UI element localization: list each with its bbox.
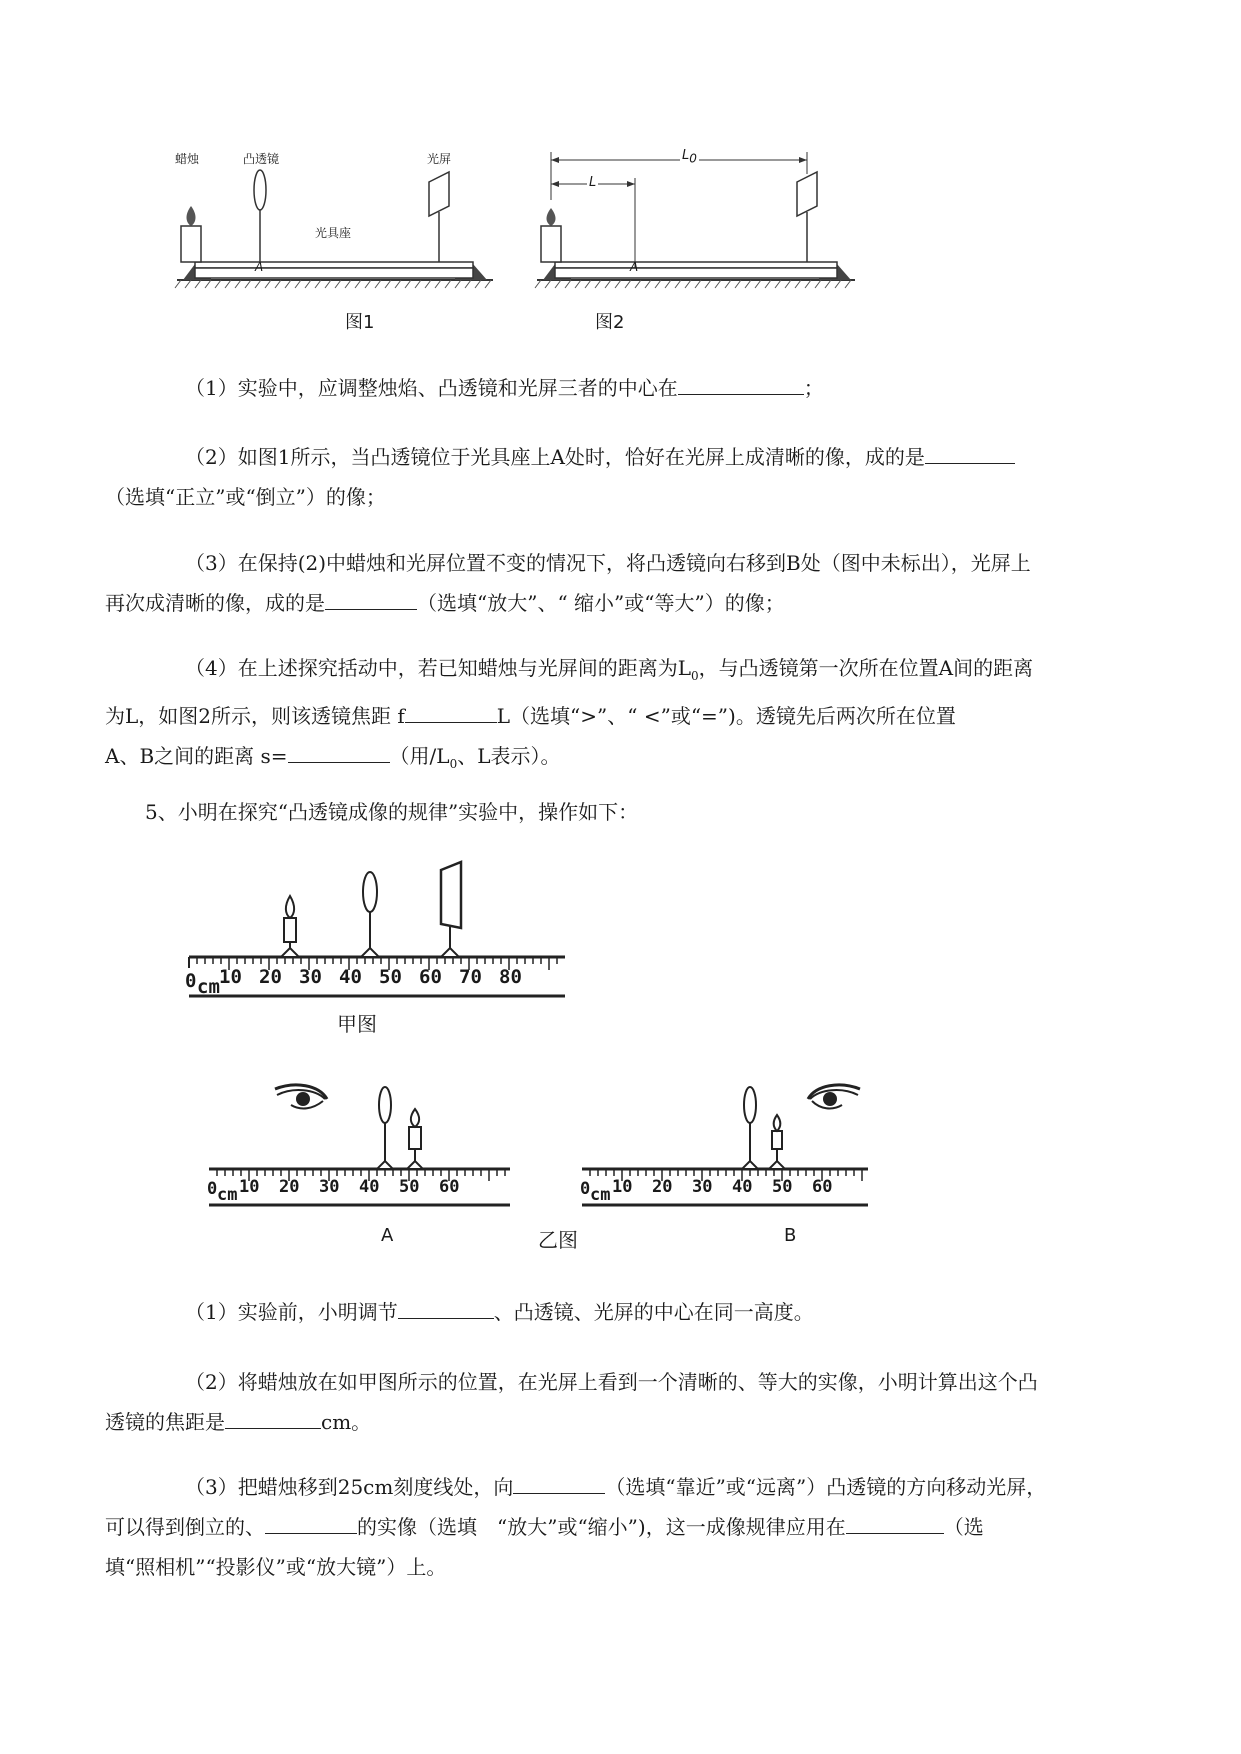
label-a: A [381,1225,394,1246]
figure-2-caption: 图2 [595,312,625,333]
answer-blank[interactable] [325,587,417,610]
q5-part2: （2）将蜡烛放在如甲图所示的位置，在光屏上看到一个清晰的、等大的实像，小明计算出这个凸 透镜的焦距是 cm。 [105,1370,1038,1434]
figure-yi-b [578,1085,898,1245]
jia-caption: 甲图 [337,1012,377,1036]
position-a-label: A [255,260,264,274]
q5-title: 5、小明在探究“凸透镜成像的规律”实验中，操作如下： [145,800,639,824]
figure-jia [185,860,575,1040]
screen-label: 光屏 [427,152,452,166]
answer-blank[interactable] [678,372,804,395]
eye-icon [275,1085,327,1109]
q4-part3: （3）在保持(2)中蜡烛和光屏位置不变的情况下，将凸透镜向右移到B处（图中未标出），光屏上 再次成清晰的像，成的是 （选填“放大”、“ 缩小”或“等大”）的像； [105,551,1031,615]
candle-label: 蜡烛 [175,152,200,166]
q4-part1: （1）实验中，应调整烛焰、凸透镜和光屏三者的中心在 ； [145,368,1155,408]
ruler-labels-yi-a: 0 cm 10 20 30 40 50 60 [207,1177,460,1205]
answer-blank[interactable] [925,441,1015,464]
lens-label: 凸透镜 [243,152,280,166]
candle-icon [769,1115,785,1169]
answer-blank[interactable] [405,700,497,723]
screen-icon [441,862,461,957]
l-label: L [589,175,597,190]
optical-bench-diagram-2 [535,160,865,340]
figure-yi-a [205,1085,525,1245]
answer-blank[interactable] [225,1406,321,1429]
ruler-labels-yi-b: 0 cm 10 20 30 40 50 60 [580,1177,833,1205]
answer-blank[interactable] [288,740,390,763]
figure-1 [175,152,495,340]
eye-icon [808,1085,860,1109]
candle-icon [281,896,299,957]
answer-blank[interactable] [265,1511,357,1534]
ruler-labels-jia: 0 cm 10 20 30 40 50 60 70 80 [185,966,522,998]
lens-icon [361,872,379,957]
optical-bench-diagram-1 [175,160,495,340]
candle-icon [407,1109,423,1169]
q5-part3: （3）把蜡烛移到25cm刻度线处，向 （选填“靠近”或“远离”）凸透镜的方向移动光屏， 可以得到倒立的、 的实像（选填 “放大”或“缩小”)，这一成像规律应用在 （选 填“照相机”“投影仪”或“放大镜”）上。 [145,1467,1155,1587]
q4-part4: （4）在上述探究括动中，若已知蜡烛与光屏间的距离为$L_0$，与凸透镜第一次所在位置A间的距离 为L，如图2所示，则该透镜焦距 f L（选填“>”、“ <”或“=”)。透镜先后两次所在位置 A、B之间的距离 s= （用$/L_0$、L表示）。 [105,656,1034,771]
bench-label: 光具座 [315,226,352,240]
answer-blank[interactable] [846,1511,944,1534]
position-a-label: A [630,260,639,274]
answer-blank[interactable] [513,1471,605,1494]
l0-label: $L_0$ [682,148,697,166]
label-b: B [784,1225,797,1246]
lens-icon [377,1087,393,1169]
yi-caption: 乙图 [538,1228,578,1252]
answer-blank[interactable] [398,1296,494,1319]
q5-part1: （1）实验前，小明调节 、凸透镜、光屏的中心在同一高度。 [145,1292,1155,1332]
figure-1-caption: 图1 [345,312,375,333]
figure-2 [535,148,865,340]
q4-part2: （2）如图1所示，当凸透镜位于光具座上A处时，恰好在光屏上成清晰的像，成的是 （选填“正立”或“倒立”）的像； [145,437,1155,517]
lens-icon [742,1087,758,1169]
